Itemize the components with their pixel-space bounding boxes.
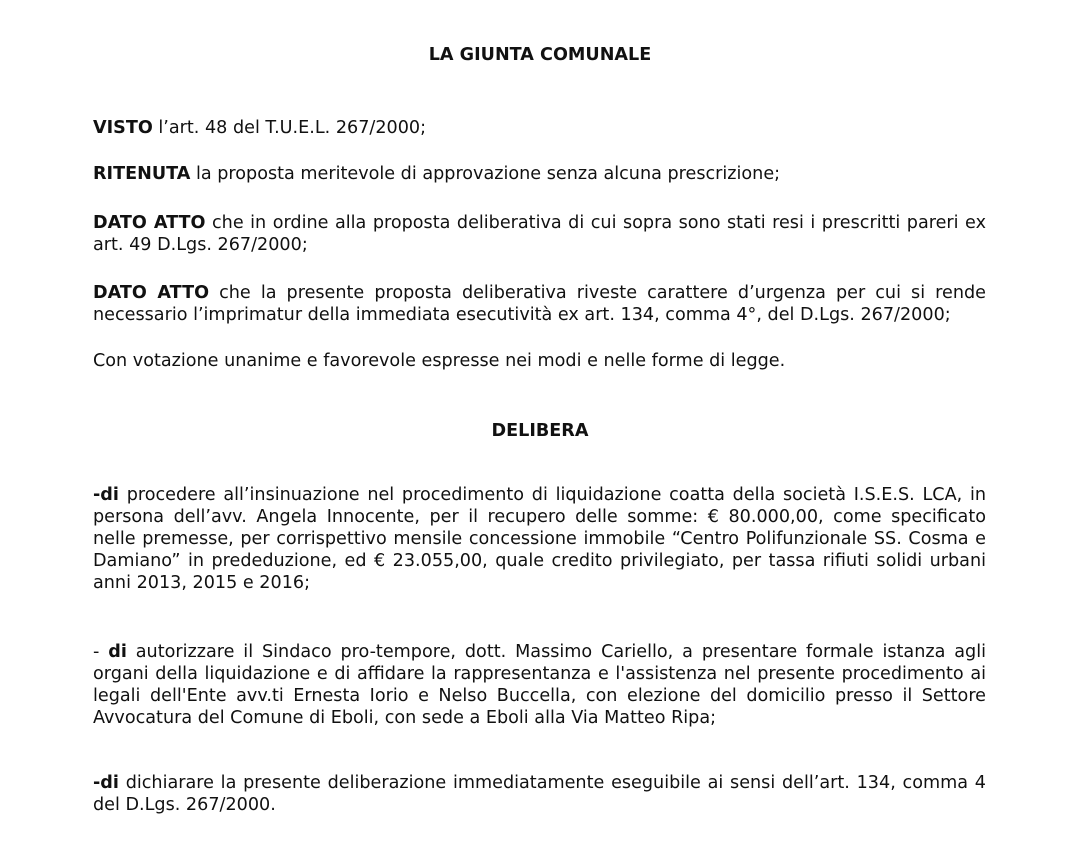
premise-text: che la presente proposta deliberativa riveste carattere d’urgenza per cui si rende necessario l’imprimatur della immediata esecutività ex art. 134, comma 4°, del D.Lgs. 267/2000; xyxy=(93,283,986,325)
decision-item-insinuazione xyxy=(93,484,986,594)
premise-dato-atto-urgenza xyxy=(93,282,986,326)
decision-item-esecutivita xyxy=(93,772,986,816)
premise-visto xyxy=(93,117,986,139)
premise-lead: VISTO xyxy=(93,118,153,138)
premise-text: che in ordine alla proposta deliberativa di cui sopra sono stati resi i prescritti pareri ex art. 49 D.Lgs. 267/2000; xyxy=(93,213,986,255)
decision-lead: -di xyxy=(93,485,119,505)
decision-item-autorizzare xyxy=(93,641,986,729)
decision-heading: DELIBERA xyxy=(491,421,589,441)
decision-text: autorizzare il Sindaco pro-tempore, dott. Massimo Cariello, a presentare formale istanza agli organi della liquidazione e di affidare la rappresentanza e l'assistenza nel presente procedimento ai legali dell'Ente avv.ti Ernesta Iorio e Nelso Buccella, con elezione del domicilio presso il Settore Avvocatura del Comune di Eboli, con sede a Eboli alla Via Matteo Ripa; xyxy=(93,642,986,728)
vote-statement: Con votazione unanime e favorevole espresse nei modi e nelle forme di legge. xyxy=(93,351,786,371)
page-title: LA GIUNTA COMUNALE xyxy=(428,45,652,65)
premise-dato-atto-pareri xyxy=(93,212,986,256)
premise-text: la proposta meritevole di approvazione senza alcuna prescrizione; xyxy=(190,164,781,184)
decision-lead-prefix: - xyxy=(93,642,109,662)
premise-ritenuta xyxy=(93,163,986,185)
premise-lead: DATO ATTO xyxy=(93,283,210,303)
decision-lead: di xyxy=(108,642,127,662)
premise-lead: DATO ATTO xyxy=(93,213,206,233)
premise-lead: RITENUTA xyxy=(93,164,191,184)
decision-text: procedere all’insinuazione nel procedimento di liquidazione coatta della società I.S.E.S. LCA, in persona dell’avv. Angela Innocente, per il recupero delle somme: € 80.000,00, come specificato nelle premesse, per corrispettivo mensile concessione immobile “Centro Polifunzionale SS. Cosma e Damiano” in prededuzione, ed € 23.055,00, quale credito privilegiato, per tassa rifiuti solidi urbani anni 2013, 2015 e 2016; xyxy=(93,485,986,593)
decision-text: dichiarare la presente deliberazione immediatamente eseguibile ai sensi dell’art. 134, comma 4 del D.Lgs. 267/2000. xyxy=(93,773,986,815)
decision-lead: -di xyxy=(93,773,119,793)
premise-text: l’art. 48 del T.U.E.L. 267/2000; xyxy=(152,118,427,138)
